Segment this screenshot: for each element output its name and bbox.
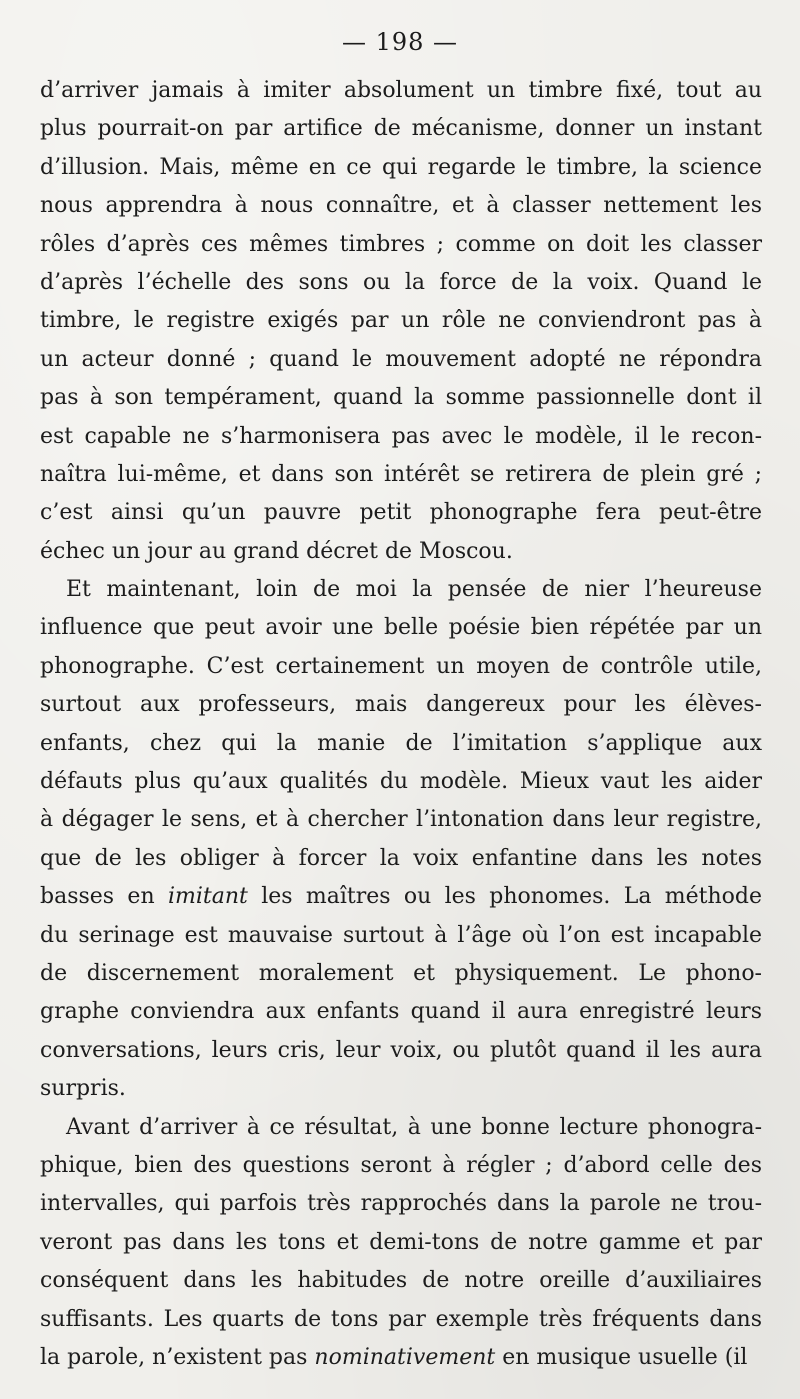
text-line: plus pourrait-on par artifice de mécanisme, donner un instant bbox=[40, 116, 762, 142]
text-line: influence que peut avoir une belle poésie bien répétée par un bbox=[40, 615, 762, 641]
text-line: nous apprendra à nous connaître, et à classer nettement les bbox=[40, 193, 762, 219]
text-line: pas à son tempérament, quand la somme passionnelle dont il bbox=[40, 385, 762, 411]
text-line: d’après l’échelle des sons ou la force de la voix. Quand le bbox=[40, 269, 762, 295]
text-line: est capable ne s’harmonisera pas avec le modèle, il le recon- bbox=[40, 423, 762, 449]
text-line: Avant d’arriver à ce résultat, à une bonne lecture phonogra- bbox=[66, 1114, 762, 1140]
text-line: timbre, le registre exigés par un rôle ne conviendront pas à bbox=[40, 308, 762, 334]
text-line: conversations, leurs cris, leur voix, ou plutôt quand il les aura bbox=[40, 1037, 762, 1063]
text-line: intervalles, qui parfois très rapprochés dans la parole ne trou- bbox=[40, 1191, 762, 1217]
text-line: phique, bien des questions seront à régler ; d’abord celle des bbox=[40, 1152, 762, 1178]
text-line: Et maintenant, loin de moi la pensée de nier l’heureuse bbox=[66, 577, 762, 603]
text-line: c’est ainsi qu’un pauvre petit phonographe fera peut-être bbox=[40, 500, 762, 526]
text-line: surtout aux professeurs, mais dangereux pour les élèves- bbox=[40, 692, 762, 718]
text-line: suffisants. Les quarts de tons par exemple très fréquents dans bbox=[40, 1306, 762, 1332]
text-line: graphe conviendra aux enfants quand il aura enregistré leurs bbox=[40, 999, 762, 1025]
italic-word: nominativement bbox=[314, 1344, 496, 1370]
page-number: — 198 — bbox=[341, 28, 459, 56]
text-line: surpris. bbox=[40, 1076, 126, 1102]
text-line: phonographe. C’est certainement un moyen de contrôle utile, bbox=[40, 653, 762, 679]
paragraph bbox=[40, 571, 762, 1108]
text-line: rôles d’après ces mêmes timbres ; comme on doit les classer bbox=[40, 231, 762, 257]
italic-word: imitant bbox=[167, 884, 248, 910]
text-line: d’arriver jamais à imiter absolument un timbre fixé, tout au bbox=[40, 78, 762, 103]
text-line: que de les obliger à forcer la voix enfantine dans les notes bbox=[40, 845, 762, 871]
text-line: basses en imitant les maîtres ou les phonomes. La méthode bbox=[40, 884, 763, 910]
text-line: de discernement moralement et physiquement. Le phono- bbox=[40, 960, 762, 986]
text-line: d’illusion. Mais, même en ce qui regarde le timbre, la science bbox=[40, 154, 762, 180]
text-line: enfants, chez qui la manie de l’imitation s’applique aux bbox=[40, 730, 762, 756]
paragraph bbox=[40, 1109, 762, 1378]
text-line: un acteur donné ; quand le mouvement adopté ne répondra bbox=[40, 346, 762, 372]
text-body bbox=[40, 72, 762, 1377]
text-line: conséquent dans les habitudes de notre oreille d’auxiliaires bbox=[40, 1268, 762, 1294]
text-line: à dégager le sens, et à chercher l’intonation dans leur registre, bbox=[40, 807, 762, 833]
text-line: naîtra lui-même, et dans son intérêt se retirera de plein gré ; bbox=[40, 461, 762, 487]
paragraph bbox=[40, 72, 762, 571]
text-line: veront pas dans les tons et demi-tons de notre gamme et par bbox=[40, 1229, 762, 1255]
text-line: échec un jour au grand décret de Moscou. bbox=[40, 538, 513, 564]
text-line: défauts plus qu’aux qualités du modèle. Mieux vaut les aider bbox=[40, 769, 762, 795]
text-line: la parole, n’existent pas nominativement en musique usuelle (il bbox=[40, 1344, 748, 1370]
text-line: du serinage est mauvaise surtout à l’âge où l’on est incapable bbox=[40, 922, 762, 948]
